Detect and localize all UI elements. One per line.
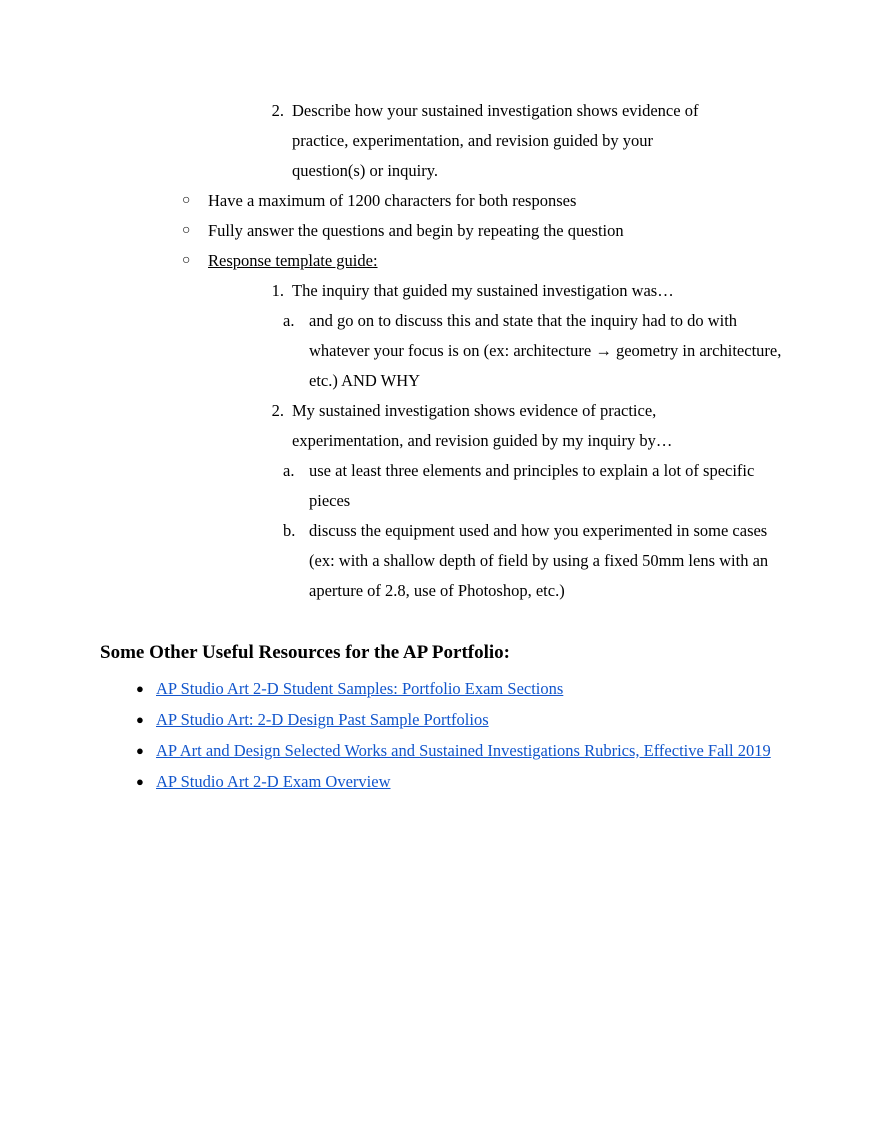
section-heading: Some Other Useful Resources for the AP Portfolio: bbox=[100, 642, 511, 663]
list-item bbox=[100, 705, 790, 736]
list-item-text: Have a maximum of 1200 characters for both responses bbox=[208, 191, 577, 210]
bullet-disc-icon: ● bbox=[136, 743, 144, 758]
bullet-disc-icon: ● bbox=[136, 774, 144, 789]
list-item bbox=[232, 96, 730, 186]
list-item-text: and go on to discuss this and state that the inquiry had to do with whatever your focus is on (ex: architecture → geometry in architecture, etc.) AND WHY bbox=[309, 311, 782, 390]
resource-link[interactable]: AP Studio Art: 2-D Design Past Sample Portfolios bbox=[156, 710, 489, 729]
list-item bbox=[100, 674, 790, 705]
document-body bbox=[100, 96, 790, 798]
list-marker: 1. bbox=[271, 281, 284, 300]
bullet-disc-icon: ● bbox=[136, 681, 144, 696]
list-marker: b. bbox=[283, 521, 296, 540]
list-marker: 2. bbox=[271, 101, 284, 120]
list-item bbox=[182, 246, 762, 276]
list-item-text: Fully answer the questions and begin by repeating the question bbox=[208, 221, 624, 240]
list-item bbox=[100, 767, 790, 798]
list-item bbox=[283, 306, 783, 396]
list-item bbox=[283, 456, 783, 516]
list-marker: a. bbox=[283, 461, 295, 480]
list-item bbox=[232, 276, 730, 306]
list-item-text: Describe how your sustained investigation shows evidence of practice, experimentation, and revision guided by your question(s) or inquiry. bbox=[292, 101, 699, 180]
bullet-circle-icon: ○ bbox=[182, 223, 191, 238]
list-marker: a. bbox=[283, 311, 295, 330]
list-item-text: use at least three elements and principles to explain a lot of specific pieces bbox=[309, 461, 755, 510]
list-item-text: The inquiry that guided my sustained investigation was… bbox=[292, 281, 674, 300]
list-item bbox=[100, 736, 790, 767]
list-item-text: Response template guide: bbox=[208, 251, 378, 270]
resource-link[interactable]: AP Studio Art 2-D Exam Overview bbox=[156, 772, 391, 791]
resource-link[interactable]: AP Art and Design Selected Works and Sustained Investigations Rubrics, Effective Fall 2019 bbox=[156, 741, 771, 760]
bullet-disc-icon: ● bbox=[136, 712, 144, 727]
list-item bbox=[232, 396, 730, 456]
list-item bbox=[182, 216, 762, 246]
list-item bbox=[182, 186, 762, 216]
list-item-text: My sustained investigation shows evidence of practice, experimentation, and revision guided by my inquiry by… bbox=[292, 401, 673, 450]
list-marker: 2. bbox=[271, 401, 284, 420]
list-item bbox=[283, 516, 783, 606]
list-item-text: discuss the equipment used and how you experimented in some cases (ex: with a shallow depth of field by using a fixed 50mm lens with an aperture of 2.8, use of Photoshop, etc.) bbox=[309, 521, 769, 600]
resource-link[interactable]: AP Studio Art 2-D Student Samples: Portfolio Exam Sections bbox=[156, 679, 564, 698]
bullet-circle-icon: ○ bbox=[182, 253, 191, 268]
bullet-circle-icon: ○ bbox=[182, 193, 191, 208]
